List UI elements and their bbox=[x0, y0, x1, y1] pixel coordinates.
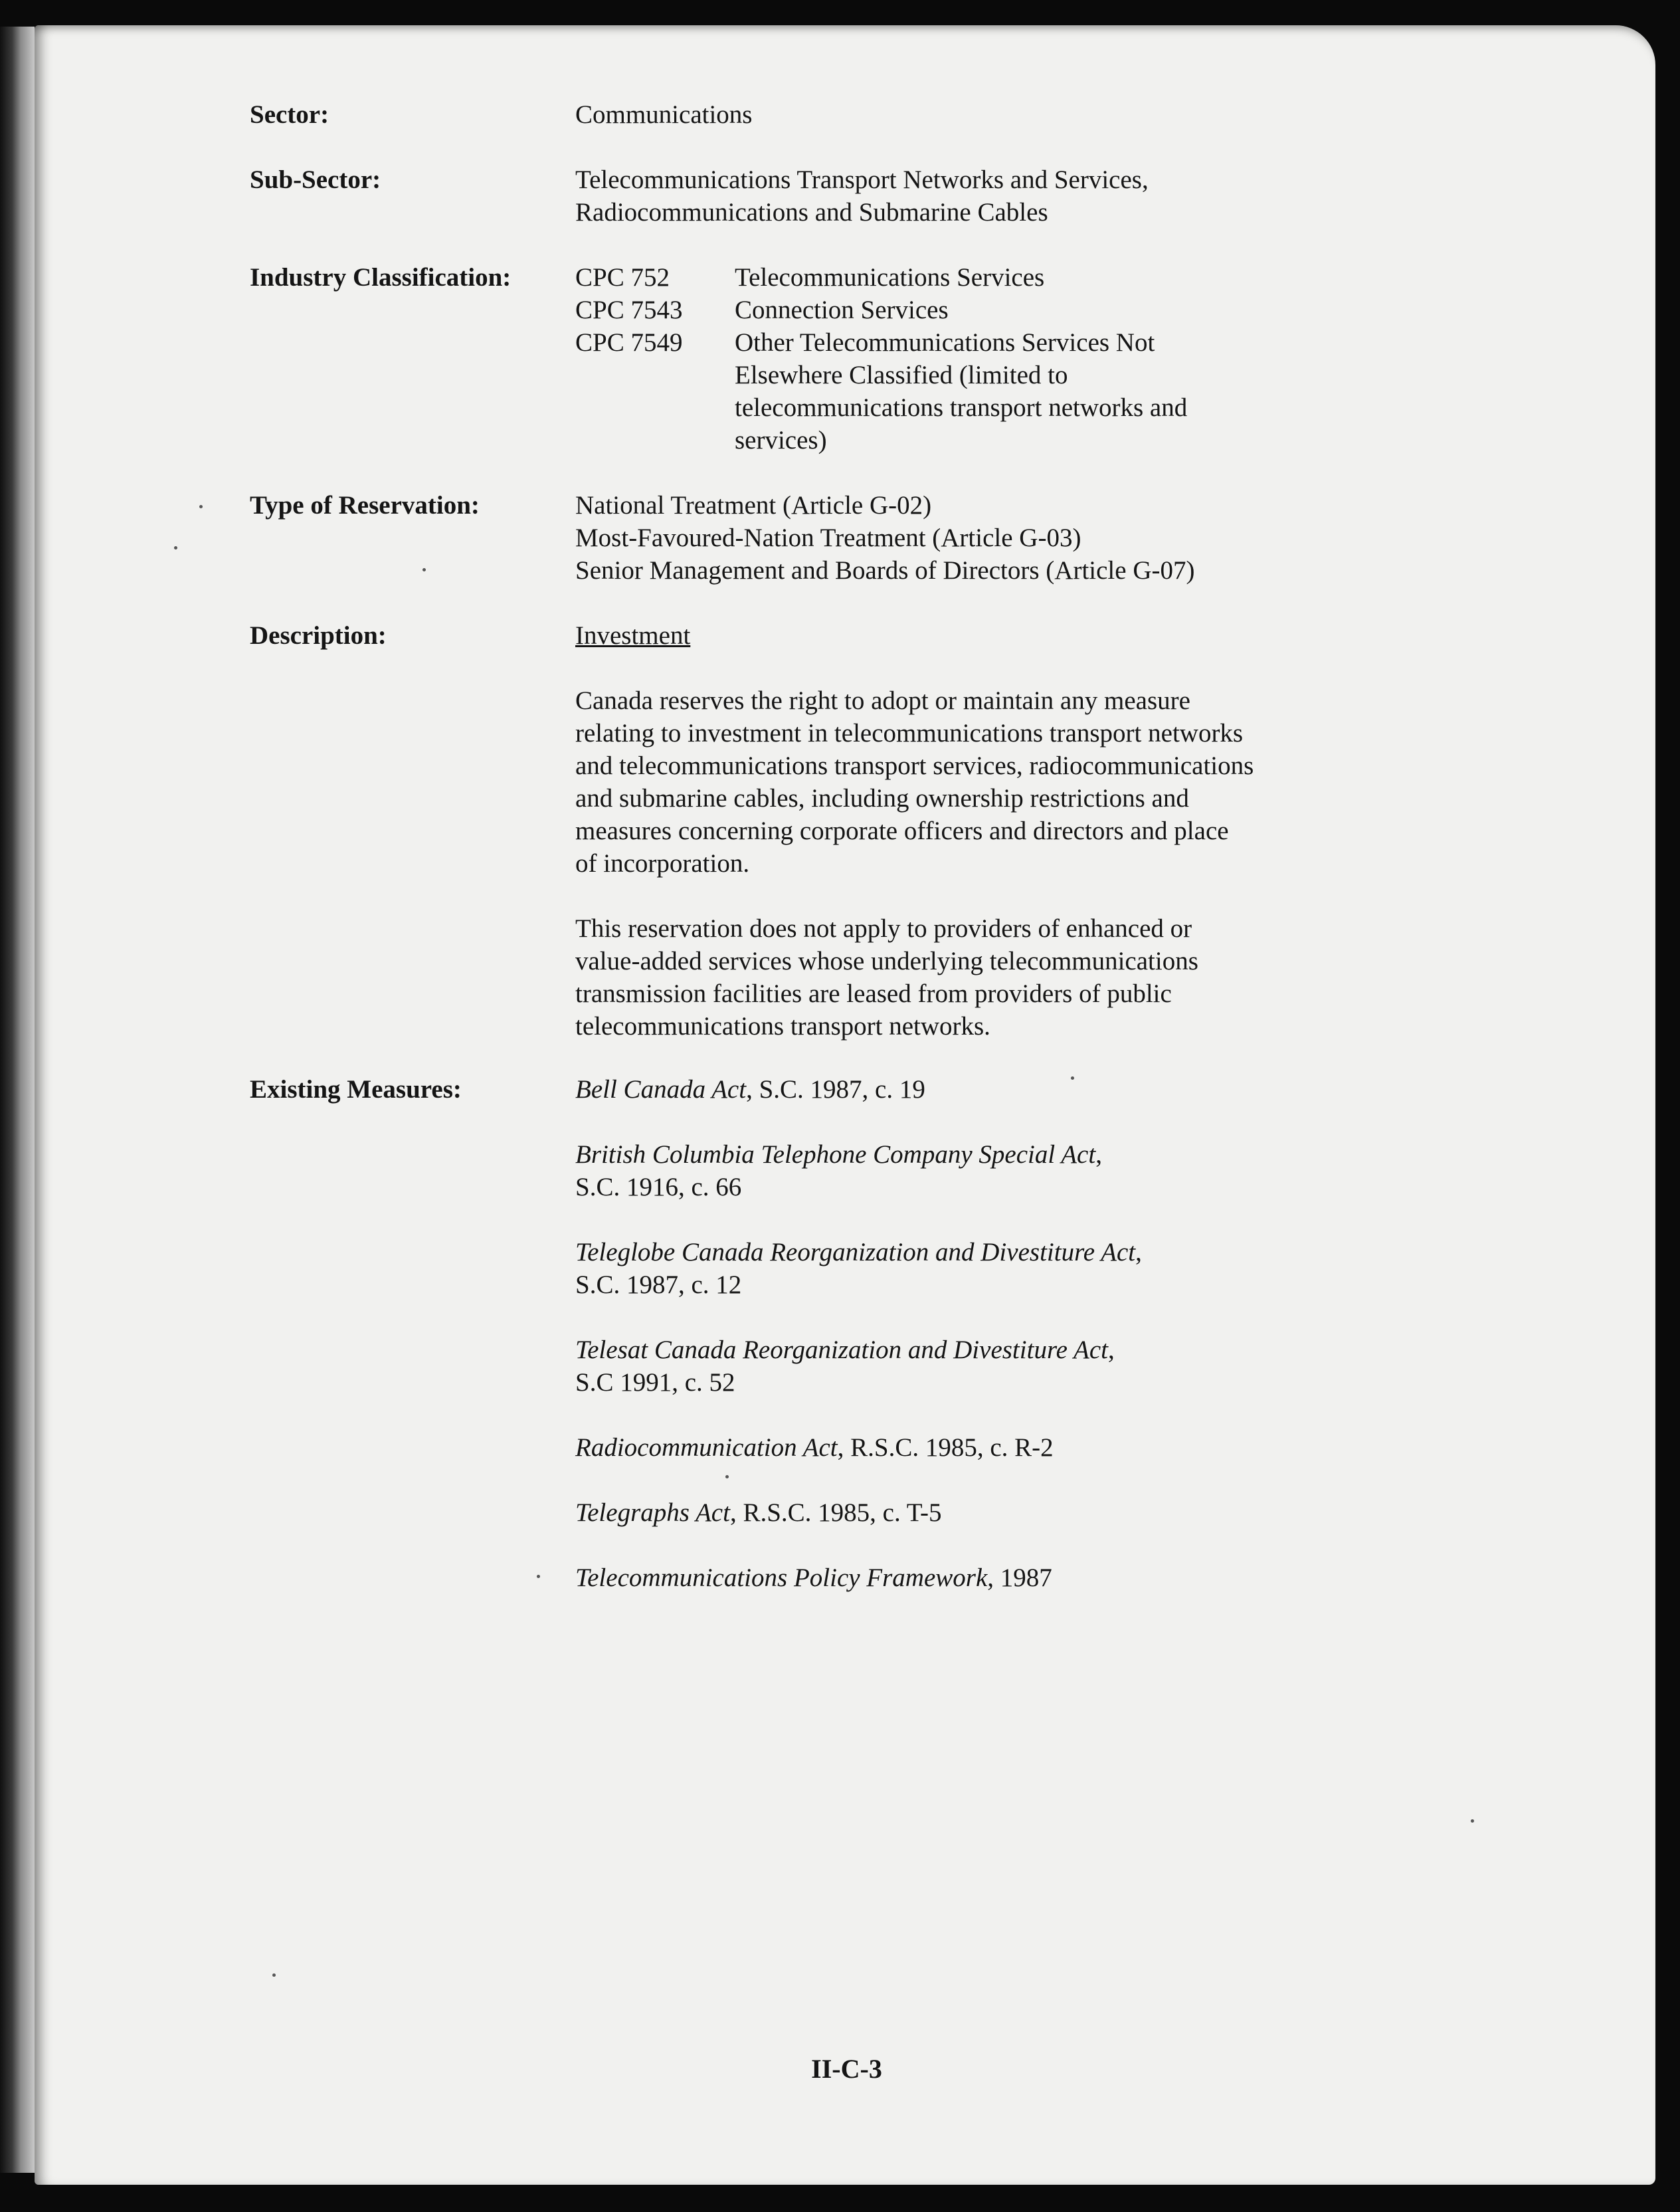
paragraph-line: and submarine cables, including ownership restrictions and bbox=[575, 784, 1189, 813]
reservation-type-line: Most-Favoured-Nation Treatment (Article G-03) bbox=[575, 524, 1081, 552]
scan-speck bbox=[1471, 1819, 1474, 1823]
measure-line bbox=[575, 1236, 1339, 1268]
cpc-description-line: Telecommunications Services bbox=[735, 263, 1045, 292]
scan-speck bbox=[272, 1973, 276, 1977]
measure-title: British Columbia Telephone Company Special Act bbox=[575, 1140, 1096, 1169]
classification-item bbox=[575, 326, 1339, 456]
measure-citation: , R.S.C. 1985, c. T-5 bbox=[729, 1498, 942, 1527]
measure-line bbox=[575, 1334, 1339, 1366]
paragraph-line: Canada reserves the right to adopt or maintain any measure bbox=[575, 686, 1190, 715]
sub-sector-line: Telecommunications Transport Networks and Services, bbox=[575, 165, 1149, 194]
measure-item bbox=[575, 1073, 1339, 1106]
type-of-reservation-label: Type of Reservation: bbox=[250, 491, 480, 520]
paragraph-line: transmission facilities are leased from providers of public bbox=[575, 979, 1172, 1008]
cpc-description bbox=[735, 294, 1293, 326]
measure-item bbox=[575, 1138, 1339, 1203]
sector-label: Sector: bbox=[250, 100, 329, 129]
measure-citation: , bbox=[1135, 1238, 1142, 1266]
measure-citation: , bbox=[1095, 1140, 1102, 1169]
paragraph-line: and telecommunications transport services, radiocommunications bbox=[575, 752, 1254, 780]
measure-line bbox=[575, 1496, 1339, 1529]
measure-item bbox=[575, 1561, 1339, 1594]
classification-item bbox=[575, 261, 1339, 294]
classification-item bbox=[575, 294, 1339, 326]
industry-classification-list bbox=[575, 261, 1339, 456]
cpc-description-line: telecommunications transport networks and bbox=[735, 393, 1188, 422]
measure-citation: , S.C. 1987, c. 19 bbox=[746, 1075, 925, 1104]
paragraph-line: measures concerning corporate officers and directors and place bbox=[575, 817, 1229, 845]
paragraph-line: This reservation does not apply to providers of enhanced or bbox=[575, 914, 1192, 943]
cpc-description-line: Other Telecommunications Services Not bbox=[735, 328, 1155, 357]
measure-citation: , 1987 bbox=[987, 1563, 1052, 1592]
sub-sector-value bbox=[575, 163, 1339, 229]
page-number: II-C-3 bbox=[811, 2054, 882, 2084]
reservation-entry bbox=[250, 98, 1339, 1594]
cpc-code: CPC 752 bbox=[575, 263, 670, 292]
measure-citation-line: S.C. 1987, c. 12 bbox=[575, 1270, 742, 1299]
paragraph-line: relating to investment in telecommunications transport networks bbox=[575, 719, 1244, 748]
scan-speck bbox=[537, 1575, 540, 1578]
description-heading: Investment bbox=[575, 621, 691, 650]
measure-citation-line: S.C 1991, c. 52 bbox=[575, 1368, 735, 1397]
measure-item bbox=[575, 1334, 1339, 1399]
measure-line bbox=[575, 1073, 1339, 1106]
measure-title: Telegraphs Act bbox=[575, 1498, 730, 1527]
industry-classification-row bbox=[250, 261, 1339, 489]
type-of-reservation-list bbox=[575, 489, 1339, 587]
measure-item bbox=[575, 1431, 1339, 1464]
description-paragraph bbox=[575, 684, 1339, 880]
measure-citation: , R.S.C. 1985, c. R-2 bbox=[837, 1433, 1054, 1462]
paragraph-line: telecommunications transport networks. bbox=[575, 1012, 990, 1041]
description-paragraph bbox=[575, 912, 1339, 1043]
cpc-description-line: Elsewhere Classified (limited to bbox=[735, 361, 1068, 389]
paragraph-line: of incorporation. bbox=[575, 849, 750, 878]
measure-item bbox=[575, 1236, 1339, 1301]
sub-sector-label: Sub-Sector: bbox=[250, 165, 381, 194]
measure-title: Telecommunications Policy Framework bbox=[575, 1563, 988, 1592]
industry-classification-label: Industry Classification: bbox=[250, 263, 512, 292]
measure-citation-line: S.C. 1916, c. 66 bbox=[575, 1173, 742, 1201]
existing-measures-row bbox=[250, 1073, 1339, 1594]
sector-value: Communications bbox=[575, 100, 753, 129]
scan-speck bbox=[199, 505, 203, 508]
measure-title: Bell Canada Act bbox=[575, 1075, 747, 1104]
cpc-description-line: services) bbox=[735, 426, 827, 454]
scan-speck bbox=[725, 1475, 729, 1478]
measure-line bbox=[575, 1138, 1339, 1171]
scan-speck bbox=[422, 568, 426, 571]
type-of-reservation-row bbox=[250, 489, 1339, 619]
cpc-description bbox=[735, 261, 1293, 294]
sub-sector-line: Radiocommunications and Submarine Cables bbox=[575, 198, 1048, 227]
sector-row bbox=[250, 98, 1339, 163]
measure-line bbox=[575, 1431, 1339, 1464]
cpc-code: CPC 7549 bbox=[575, 328, 683, 357]
description-row bbox=[250, 619, 1339, 1073]
description-body bbox=[575, 619, 1339, 1043]
measure-citation: , bbox=[1108, 1336, 1115, 1364]
cpc-description-line: Connection Services bbox=[735, 296, 949, 324]
scan-binding-edge bbox=[0, 27, 35, 2173]
reservation-type-line: Senior Management and Boards of Directors (Article G-07) bbox=[575, 556, 1195, 585]
sub-sector-row bbox=[250, 163, 1339, 261]
cpc-description bbox=[735, 326, 1293, 456]
existing-measures-label: Existing Measures: bbox=[250, 1075, 462, 1104]
measure-title: Telesat Canada Reorganization and Divestiture Act bbox=[575, 1336, 1108, 1364]
reservation-type-line: National Treatment (Article G-02) bbox=[575, 491, 932, 520]
existing-measures-list bbox=[575, 1073, 1339, 1594]
measure-item bbox=[575, 1496, 1339, 1529]
measure-title: Teleglobe Canada Reorganization and Divestiture Act bbox=[575, 1238, 1136, 1266]
scan-speck bbox=[1071, 1076, 1074, 1080]
cpc-code: CPC 7543 bbox=[575, 296, 683, 324]
measure-line bbox=[575, 1561, 1339, 1594]
measure-title: Radiocommunication Act bbox=[575, 1433, 838, 1462]
description-label: Description: bbox=[250, 621, 387, 650]
paragraph-line: value-added services whose underlying telecommunications bbox=[575, 947, 1198, 975]
scan-speck bbox=[174, 546, 177, 550]
